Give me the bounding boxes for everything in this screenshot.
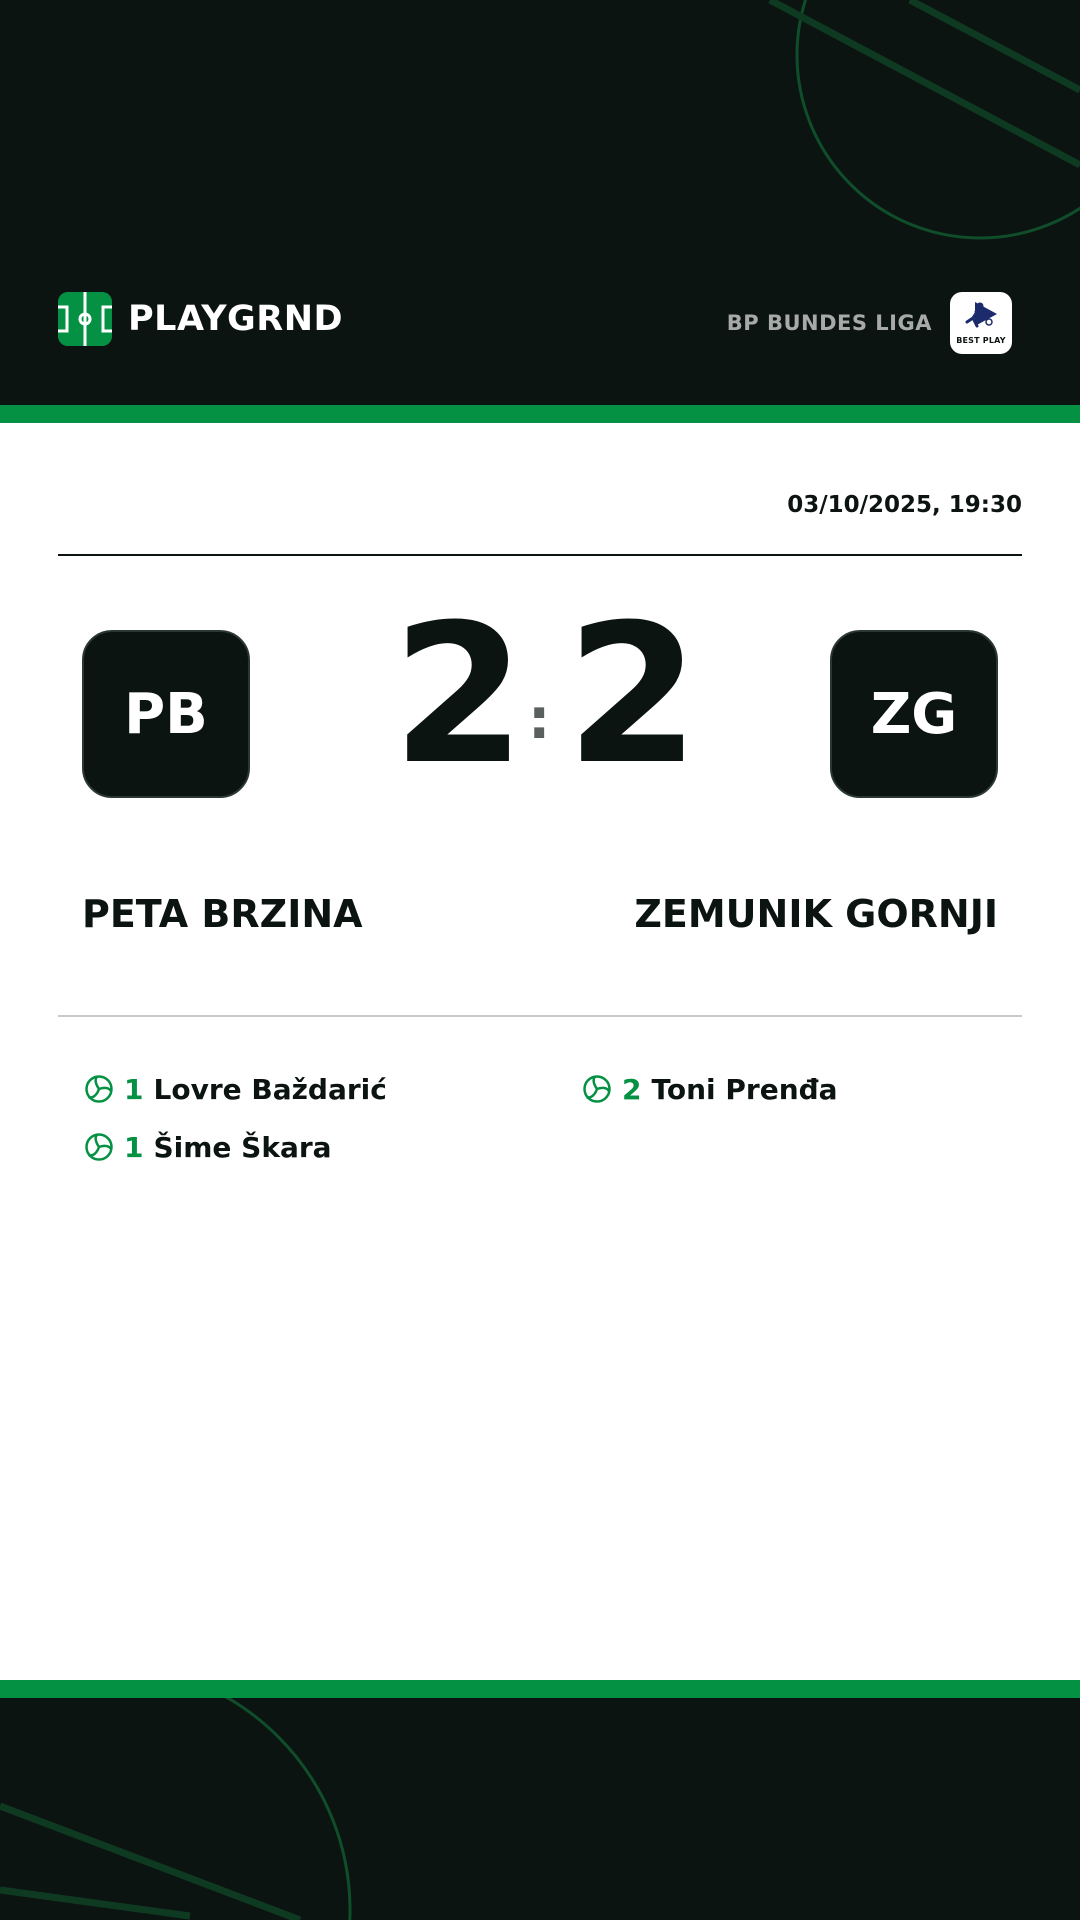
scorer-item[interactable] bbox=[84, 1070, 504, 1108]
score-separator: : bbox=[528, 687, 551, 752]
brand[interactable] bbox=[58, 292, 343, 346]
league[interactable] bbox=[727, 292, 1012, 354]
scorer-name: Šime Škara bbox=[153, 1130, 332, 1164]
divider bbox=[58, 1015, 1022, 1017]
home-score: 2 bbox=[392, 584, 526, 807]
footer-accent-bar bbox=[0, 1680, 1080, 1698]
scorer-name: Toni Prenđa bbox=[651, 1072, 838, 1106]
home-team-name[interactable]: PETA BRZINA bbox=[82, 892, 363, 936]
match-datetime: 03/10/2025, 19:30 bbox=[787, 492, 1022, 518]
away-team-name[interactable]: ZEMUNIK GORNJI bbox=[634, 892, 998, 936]
league-name: BP BUNDES LIGA bbox=[726, 311, 932, 335]
divider bbox=[58, 554, 1022, 556]
home-team-crest[interactable]: PB bbox=[82, 630, 250, 798]
footer bbox=[0, 1698, 1080, 1920]
scorer-item[interactable] bbox=[84, 1128, 504, 1166]
pitch-icon bbox=[58, 292, 112, 346]
scorer-goals: 2 bbox=[622, 1072, 642, 1106]
header bbox=[0, 0, 1080, 405]
league-badge bbox=[950, 292, 1012, 354]
player-icon bbox=[959, 298, 1003, 332]
scorer-item[interactable] bbox=[582, 1070, 1002, 1108]
ball-icon bbox=[582, 1074, 612, 1104]
scorer-goals: 1 bbox=[124, 1130, 144, 1164]
ball-icon bbox=[84, 1074, 114, 1104]
header-accent-bar bbox=[0, 405, 1080, 423]
home-scorers bbox=[84, 1070, 504, 1186]
league-badge-text: BEST PLAY bbox=[956, 336, 1006, 345]
brand-name: PLAYGRND bbox=[128, 299, 344, 339]
away-scorers bbox=[582, 1070, 1002, 1128]
footer-pitch-lines bbox=[0, 1698, 1080, 1920]
away-score: 2 bbox=[566, 584, 700, 807]
scorer-goals: 1 bbox=[124, 1072, 144, 1106]
ball-icon bbox=[84, 1132, 114, 1162]
away-team-crest[interactable]: ZG bbox=[830, 630, 998, 798]
scorer-name: Lovre Baždarić bbox=[153, 1072, 387, 1106]
